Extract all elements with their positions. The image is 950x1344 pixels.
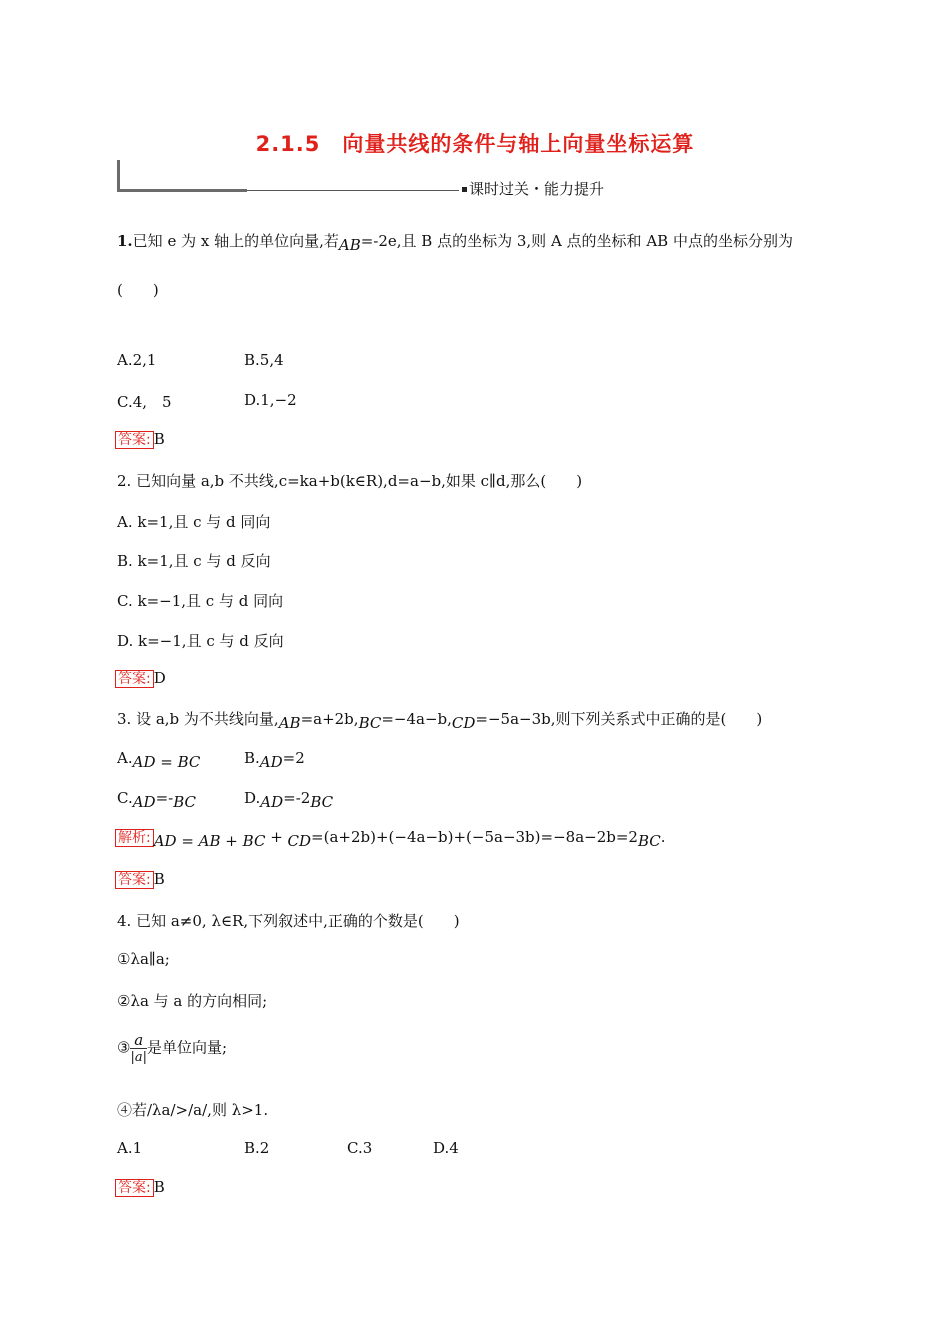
q3-option-d-vec: AD bbox=[260, 793, 284, 811]
analysis-expr-c: =(a+2b)+(−4a−b)+(−5a−3b)=−8a−2b=2 bbox=[311, 828, 638, 846]
analysis-vector-bc: BC bbox=[637, 832, 661, 850]
q1-number: 1. bbox=[117, 232, 133, 250]
page-title: 2.1.5 向量共线的条件与轴上向量坐标运算 bbox=[255, 132, 695, 156]
answer-label: 答案: bbox=[115, 670, 154, 688]
q3-text-d: =−5a−3b,则下列关系式中正确的是( ) bbox=[475, 710, 763, 728]
q4-answer bbox=[115, 1178, 165, 1197]
fraction-numerator: a bbox=[130, 1033, 147, 1049]
analysis-vector-cd: CD bbox=[287, 832, 312, 850]
bullet-square-icon bbox=[462, 187, 467, 192]
q4-fraction bbox=[130, 1033, 147, 1064]
q3-option-c-vec2: BC bbox=[173, 793, 196, 811]
question-4-stem: 4. 已知 a≠0, λ∈R,下列叙述中,正确的个数是( ) bbox=[117, 912, 460, 930]
q1-paren: ( ) bbox=[117, 281, 159, 299]
q1-option-c: C.4, 5 bbox=[117, 393, 172, 411]
q4-item-3-prefix: ③ bbox=[117, 1038, 131, 1057]
q4-item-4: ④若/λa/>/a/,则 λ>1. bbox=[117, 1101, 269, 1119]
q2-answer bbox=[115, 669, 166, 688]
q1-text-a: 已知 e 为 x 轴上的单位向量,若 bbox=[132, 232, 339, 250]
analysis-period: . bbox=[660, 828, 666, 846]
q3-text-a: 3. 设 a,b 为不共线向量, bbox=[117, 710, 279, 728]
q4-option-c: C.3 bbox=[347, 1139, 373, 1157]
answer-value: B bbox=[153, 1178, 165, 1196]
answer-value: D bbox=[153, 669, 166, 687]
q4-option-a: A.1 bbox=[117, 1139, 143, 1157]
q3-vector-cd: CD bbox=[451, 714, 476, 732]
q1-option-d: D.1,−2 bbox=[244, 391, 297, 409]
q3-option-d-vec2: BC bbox=[310, 793, 334, 811]
q3-text-c: =−4a−b, bbox=[381, 710, 452, 728]
q4-option-b: B.2 bbox=[244, 1139, 270, 1157]
section-subtitle bbox=[462, 178, 604, 199]
analysis-plus: + bbox=[265, 828, 288, 846]
question-1-stem bbox=[117, 230, 793, 254]
answer-value: B bbox=[153, 430, 165, 448]
q1-vector-ab: AB bbox=[338, 236, 361, 254]
q3-answer bbox=[115, 870, 165, 889]
q3-option-d-letter: D. bbox=[244, 789, 261, 807]
title-divider-line bbox=[247, 190, 459, 191]
q4-item-1: ①λa∥a; bbox=[117, 950, 170, 968]
q3-option-a-letter: A. bbox=[117, 749, 133, 767]
q4-item-3 bbox=[117, 1033, 227, 1064]
answer-label: 答案: bbox=[115, 1179, 154, 1197]
q3-option-b-letter: B. bbox=[244, 749, 260, 767]
analysis-expr-a: AD = AB + BC bbox=[153, 832, 266, 850]
q3-option-c-eq: =- bbox=[155, 789, 174, 807]
title-bracket-horizontal bbox=[117, 189, 247, 192]
title-bracket-vertical bbox=[117, 160, 120, 192]
q1-option-b: B.5,4 bbox=[244, 351, 284, 369]
q3-option-b-vec: AD bbox=[259, 753, 283, 771]
q4-item-2: ②λa 与 a 的方向相同; bbox=[117, 992, 268, 1010]
answer-value: B bbox=[153, 870, 165, 888]
q2-option-d: D. k=−1,且 c 与 d 反向 bbox=[117, 632, 284, 650]
question-3-stem bbox=[117, 708, 763, 732]
q4-option-d: D.4 bbox=[433, 1139, 459, 1157]
q3-text-b: =a+2b, bbox=[300, 710, 359, 728]
q2-option-c: C. k=−1,且 c 与 d 同向 bbox=[117, 592, 284, 610]
q3-option-c bbox=[117, 789, 196, 811]
q3-vector-ab: AB bbox=[278, 714, 301, 732]
q3-option-d bbox=[244, 789, 334, 811]
q1-option-a: A.2,1 bbox=[117, 351, 157, 369]
q3-option-d-eq: =-2 bbox=[283, 789, 311, 807]
q2-option-b: B. k=1,且 c 与 d 反向 bbox=[117, 552, 271, 570]
q3-option-a bbox=[117, 749, 201, 771]
subtitle-text: 课时过关・能力提升 bbox=[469, 180, 605, 198]
answer-label: 答案: bbox=[115, 431, 154, 449]
q3-option-c-vec: AD bbox=[132, 793, 156, 811]
q3-option-c-letter: C. bbox=[117, 789, 133, 807]
q3-option-b-rest: =2 bbox=[282, 749, 305, 767]
q3-option-b bbox=[244, 749, 305, 771]
q4-item-3-text: 是单位向量; bbox=[146, 1038, 228, 1057]
question-2-stem: 2. 已知向量 a,b 不共线,c=ka+b(k∈R),d=a−b,如果 c∥d,那么( ) bbox=[117, 472, 583, 490]
fraction-denominator: |a| bbox=[130, 1050, 147, 1065]
q3-vector-bc: BC bbox=[358, 714, 382, 732]
q1-text-b: =-2e,且 B 点的坐标为 3,则 A 点的坐标和 AB 中点的坐标分别为 bbox=[360, 232, 793, 250]
q2-option-a: A. k=1,且 c 与 d 同向 bbox=[117, 513, 271, 531]
q1-answer bbox=[115, 430, 165, 449]
q3-analysis bbox=[115, 828, 666, 850]
analysis-label: 解析: bbox=[115, 829, 154, 847]
answer-label: 答案: bbox=[115, 871, 154, 889]
q3-option-a-expr: AD = BC bbox=[132, 753, 201, 771]
